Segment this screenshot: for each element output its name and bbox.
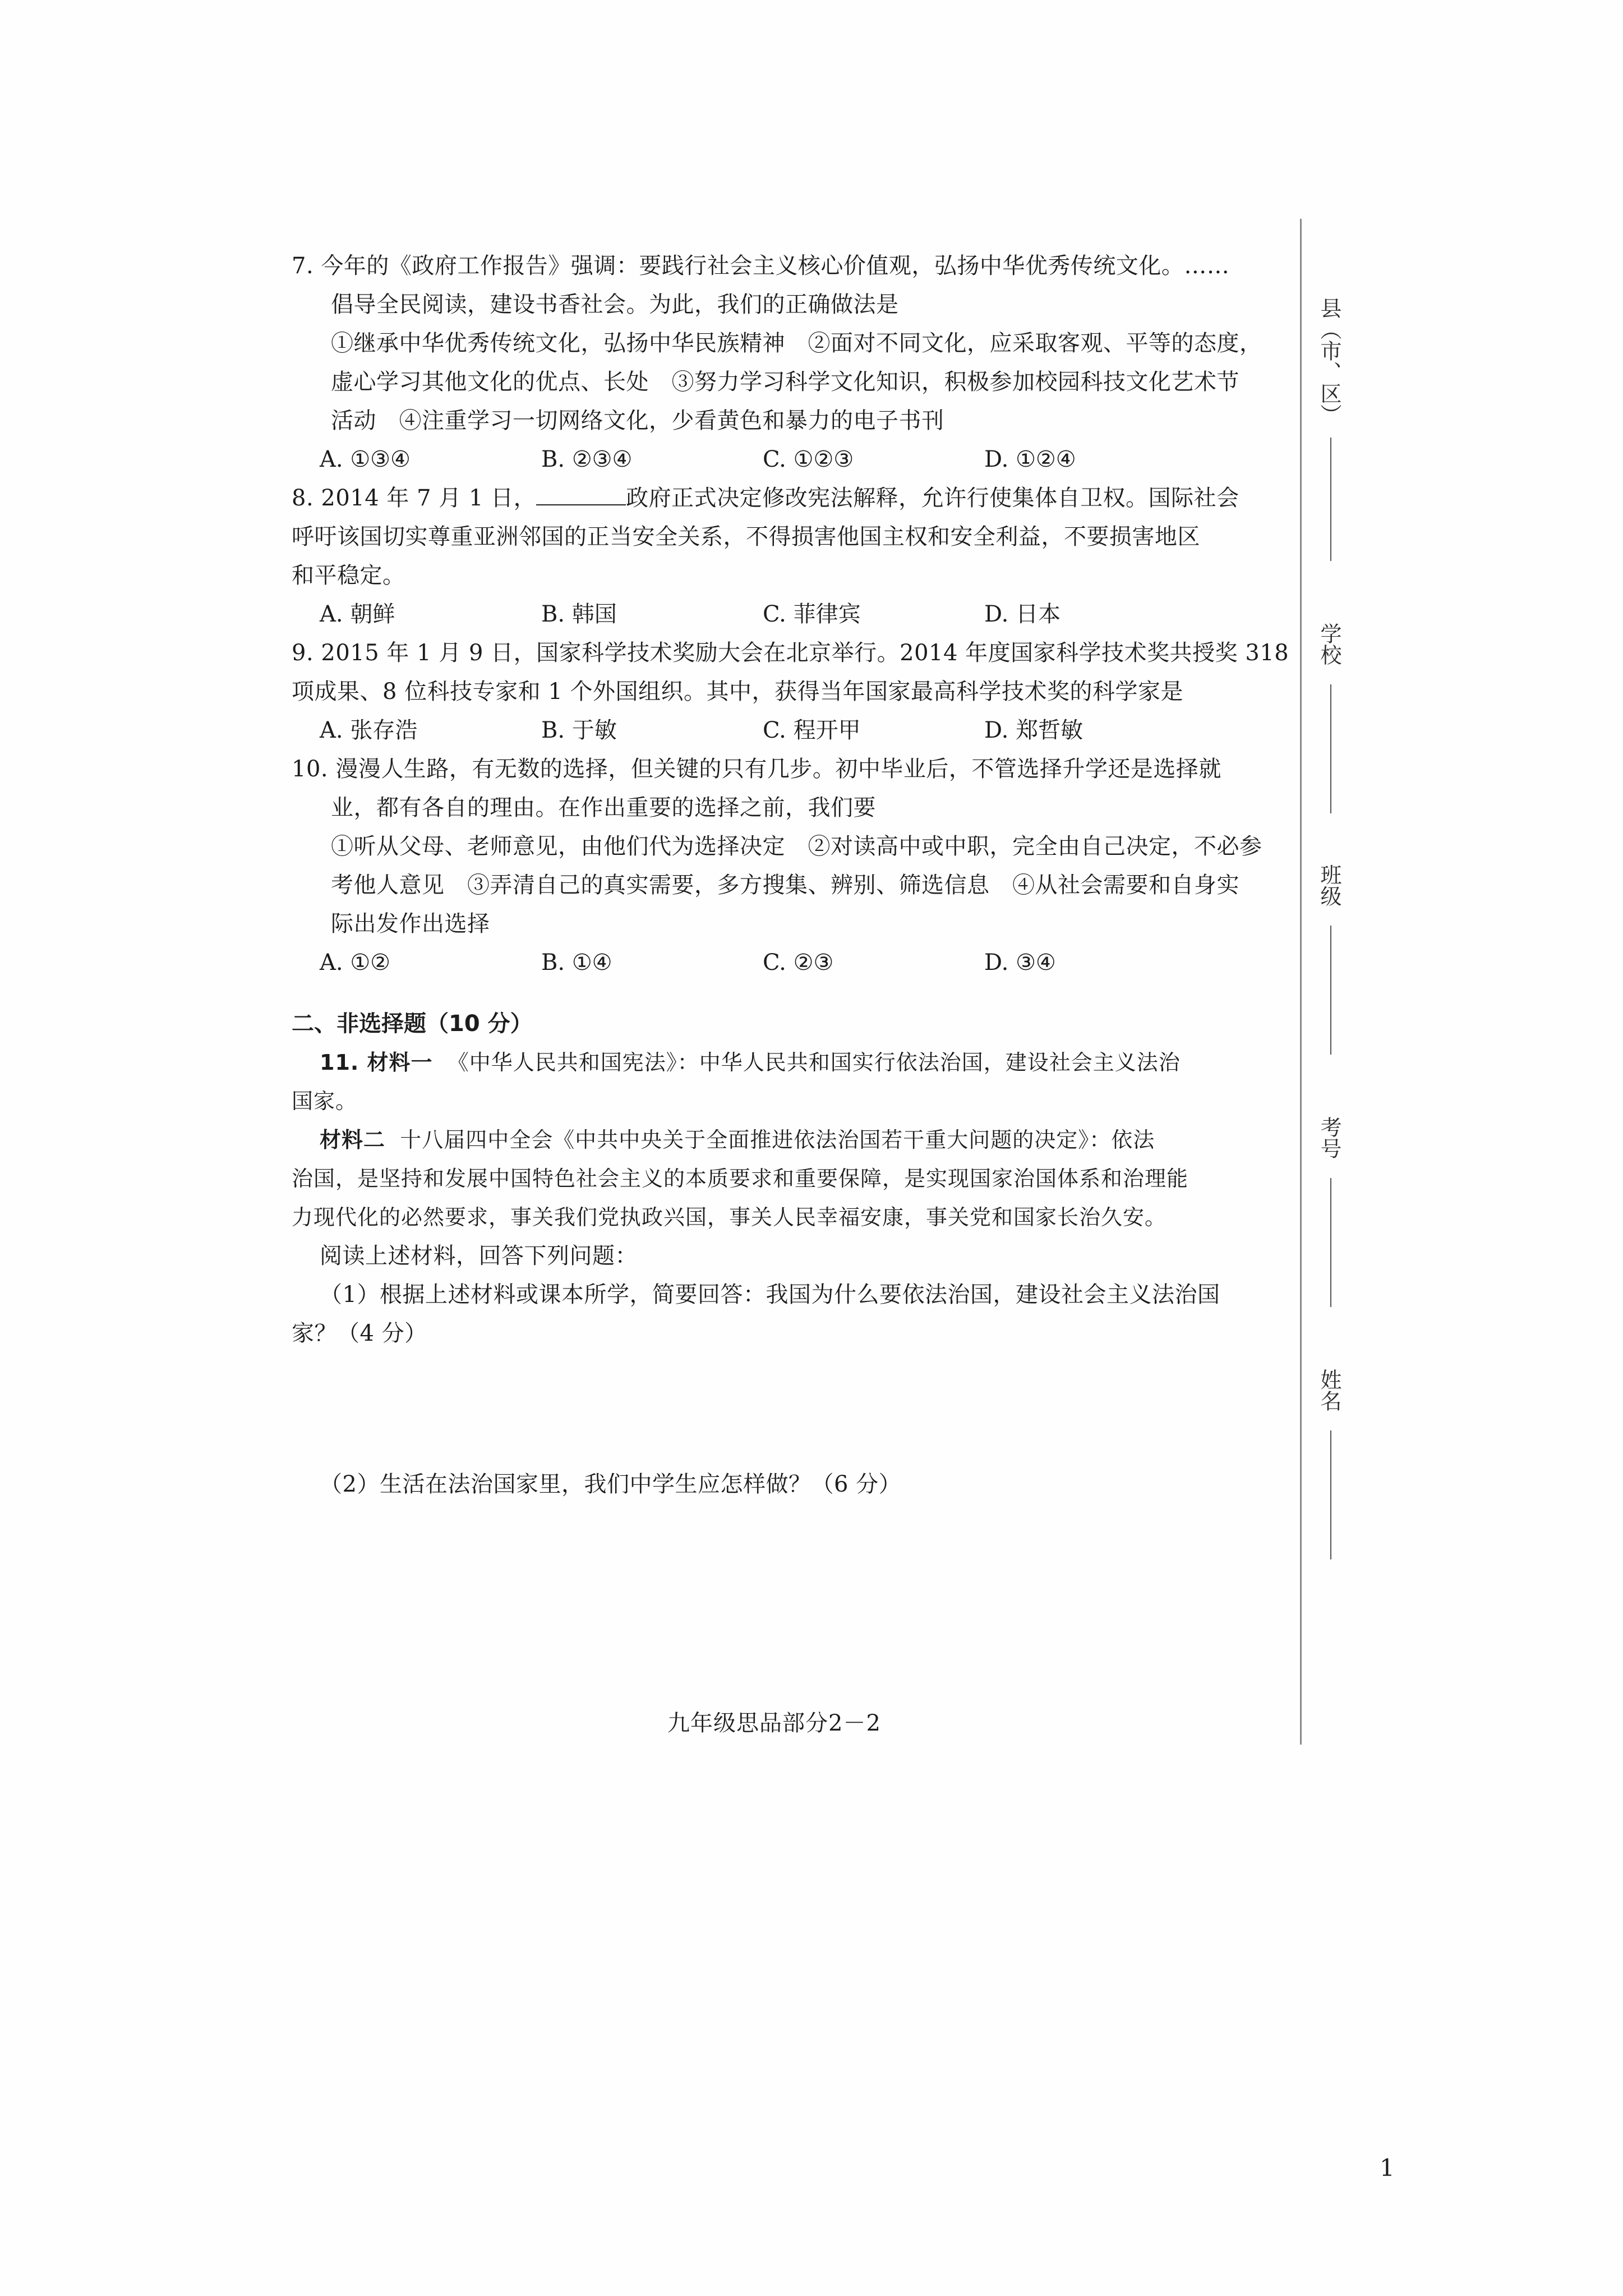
option-a: A. ①③④ — [320, 447, 411, 472]
question-10 — [292, 750, 1267, 982]
material-2 — [292, 1121, 1267, 1159]
exam-content — [292, 247, 1289, 1683]
question-9-stem-cont: 项成果、8 位科技专家和 1 个外国组织。其中，获得当年国家最高科学技术奖的科学家是 — [292, 679, 1184, 705]
page-number: 1 — [1380, 2154, 1395, 2182]
question-8-stem-post: 政府正式决定修改宪法解释，允许行使集体自卫权。国际社会 — [626, 485, 1239, 511]
question-7-item: 虚心学习其他文化的优点、长处 ③努力学习科学文化知识，积极参加校园科技文化艺术节 — [331, 369, 1239, 395]
question-7-stem-cont: 倡导全民阅读，建设书香社会。为此，我们的正确做法是 — [331, 292, 899, 318]
question-7-item: 活动 ④注重学习一切网络文化，少看黄色和暴力的电子书刊 — [331, 408, 944, 434]
option-a: A. 张存浩 — [320, 717, 418, 743]
class-field[interactable] — [1330, 926, 1331, 1055]
material-1-cont: 国家。 — [292, 1089, 358, 1114]
page-footer: 九年级思品部分2－2 — [667, 1710, 881, 1736]
material-1 — [292, 1043, 1267, 1082]
option-b: B. 于敏 — [541, 717, 617, 743]
question-10-item: 际出发作出选择 — [331, 911, 490, 937]
option-c: C. 菲律宾 — [763, 601, 861, 627]
question-8-stem — [292, 479, 1267, 518]
option-c: C. ②③ — [763, 950, 834, 976]
question-10-item: 考他人意见 ③弄清自己的真实需要，多方搜集、辨别、筛选信息 ④从社会需要和自身实 — [331, 872, 1239, 898]
question-8-stem-pre: 8. 2014 年 7 月 1 日， — [292, 485, 537, 511]
question-9-options — [292, 711, 1267, 750]
material-1-label: 11. 材料一 — [320, 1050, 433, 1075]
question-9-stem: 9. 2015 年 1 月 9 日，国家科学技术奖励大会在北京举行。2014 年度国家科学技术奖共授奖 318 — [292, 640, 1289, 666]
option-c: C. 程开甲 — [763, 717, 861, 743]
school-field[interactable] — [1330, 684, 1331, 813]
sub-question-2: （2）生活在法治国家里，我们中学生应怎样做？（6 分） — [320, 1471, 902, 1497]
question-10-item: ①听从父母、老师意见，由他们代为选择决定 ②对读高中或中职，完全由自己决定，不必参 — [331, 834, 1262, 859]
option-d: D. 日本 — [984, 601, 1061, 627]
answer-area-2[interactable] — [292, 1504, 1267, 1683]
county-field[interactable] — [1330, 438, 1331, 561]
name-field[interactable] — [1330, 1430, 1331, 1559]
exam-no-label: 考号 — [1317, 1116, 1341, 1159]
binding-line — [1300, 219, 1302, 1745]
option-b: B. 韩国 — [541, 601, 617, 627]
option-d: D. ①②④ — [984, 447, 1076, 472]
section-2-title: 二、非选择题（10 分） — [292, 1011, 533, 1037]
option-d: D. ③④ — [984, 950, 1056, 976]
question-9 — [292, 634, 1289, 750]
question-10-options — [292, 944, 1267, 982]
option-a: A. 朝鲜 — [320, 601, 395, 627]
option-d: D. 郑哲敏 — [984, 717, 1083, 743]
question-7-options — [292, 440, 1267, 479]
material-2-label: 材料二 — [320, 1128, 386, 1152]
question-8 — [292, 479, 1267, 634]
class-label: 班级 — [1317, 864, 1341, 907]
material-1-text: 《中华人民共和国宪法》：中华人民共和国实行依法治国，建设社会主义法治 — [447, 1050, 1181, 1075]
answer-blank — [536, 484, 626, 505]
county-label: 县（市、区） — [1317, 297, 1341, 425]
option-a: A. ①② — [320, 950, 391, 976]
question-8-options — [292, 595, 1267, 634]
option-b: B. ①④ — [541, 950, 612, 976]
option-b: B. ②③④ — [541, 447, 633, 472]
question-7 — [292, 247, 1267, 479]
material-2-cont: 力现代化的必然要求，事关我们党执政兴国，事关人民幸福安康，事关党和国家长治久安。 — [292, 1205, 1167, 1230]
question-10-stem: 10. 漫漫人生路，有无数的选择，但关键的只有几步。初中毕业后，不管选择升学还是选择就 — [292, 756, 1221, 782]
option-c: C. ①②③ — [763, 447, 854, 472]
school-label: 学校 — [1317, 623, 1341, 665]
question-10-stem-cont: 业，都有各自的理由。在作出重要的选择之前，我们要 — [331, 795, 876, 821]
question-7-stem: 7. 今年的《政府工作报告》强调：要践行社会主义核心价值观，弘扬中华优秀传统文化。…… — [292, 253, 1230, 279]
exam-no-field[interactable] — [1330, 1178, 1331, 1307]
question-8-stem-cont: 和平稳定。 — [292, 563, 405, 588]
question-7-item: ①继承中华优秀传统文化，弘扬中华民族精神 ②面对不同文化，应采取客观、平等的态度， — [331, 330, 1262, 356]
material-2-cont: 治国，是坚持和发展中国特色社会主义的本质要求和重要保障，是实现国家治国体系和治理能 — [292, 1166, 1189, 1191]
name-label: 姓名 — [1317, 1369, 1341, 1411]
sub-question-1-cont: 家？（4 分） — [292, 1320, 427, 1346]
sub-question-1: （1）根据上述材料或课本所学，简要回答：我国为什么要依法治国，建设社会主义法治国 — [320, 1282, 1220, 1308]
question-8-stem-cont: 呼吁该国切实尊重亚洲邻国的正当安全关系，不得损害他国主权和安全利益，不要损害地区 — [292, 524, 1200, 550]
question-11-prompt: 阅读上述材料，回答下列问题： — [320, 1243, 638, 1269]
material-2-text: 十八届四中全会《中共中央关于全面推进依法治国若干重大问题的决定》：依法 — [400, 1128, 1155, 1152]
question-11 — [292, 1043, 1267, 1683]
answer-area-1[interactable] — [292, 1353, 1267, 1465]
